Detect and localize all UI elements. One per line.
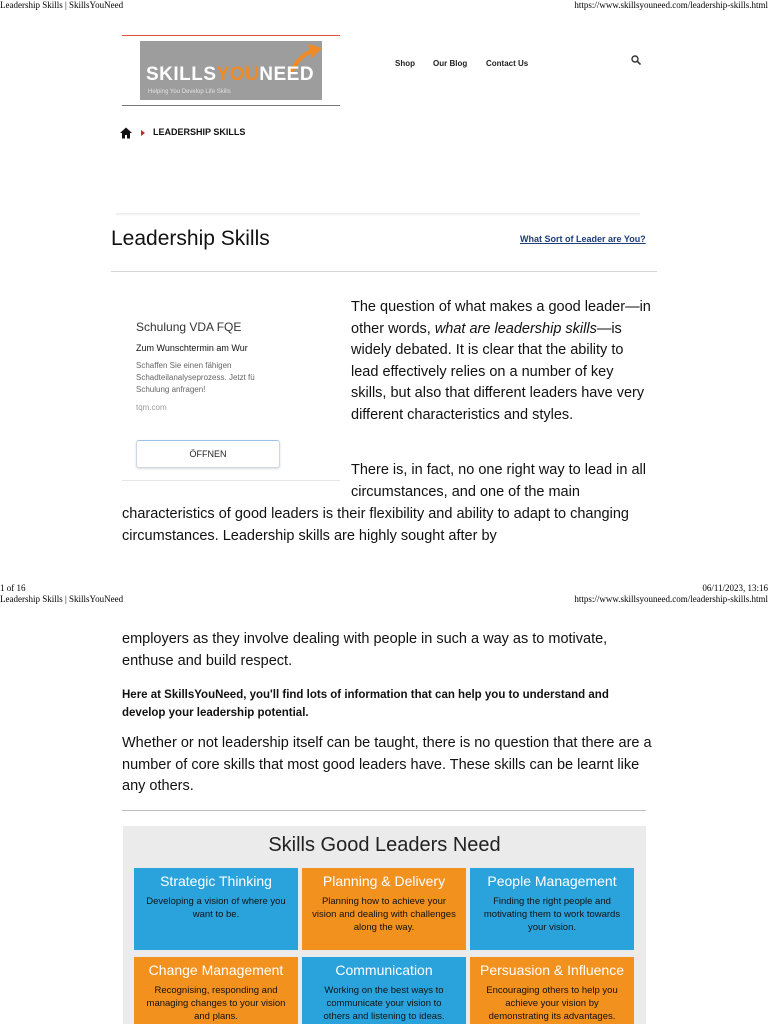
logo-you: YOU: [216, 64, 260, 85]
intro-emphasis: what are leadership skills: [434, 320, 597, 337]
home-icon[interactable]: [120, 127, 132, 139]
print-footer-datetime: 06/11/2023, 13:16: [702, 583, 768, 593]
search-icon[interactable]: [631, 55, 641, 65]
tile-title: Communication: [335, 962, 433, 978]
tile-strategic-thinking: [134, 868, 298, 950]
logo-top-rule: [122, 35, 340, 36]
logo-bottom-rule: [122, 105, 340, 106]
paragraph-3: employers as they involve dealing with people in such a way as to motivate, enthuse and build respect.: [122, 631, 608, 669]
tile-desc: Developing a vision of where you want to be.: [146, 896, 286, 920]
print-header-title: Leadership Skills | SkillsYouNeed: [0, 0, 124, 10]
tile-title: Change Management: [148, 962, 284, 978]
tile-desc: Finding the right people and motivating them to work towards your vision.: [483, 896, 621, 933]
intro-text-a: The question of what makes a good leader—in other words,: [351, 299, 651, 337]
tile-change-management: [134, 957, 298, 1024]
breadcrumb-chevron-icon: [140, 129, 146, 137]
ad-subtitle: Zum Wunschtermin am Wur: [136, 343, 248, 353]
content-divider: [122, 810, 646, 811]
logo-skills: SKILLS: [146, 64, 217, 85]
intro-text-b: —is widely debated. It is clear that the ability to lead effectively relies on a number of key skills, but also that different leaders have very different characteristics and styles.: [351, 320, 645, 423]
logo-wordmark: [146, 64, 314, 86]
paragraph-2-start: There is, in fact, no one right way to lead in all circumstances, and one of the main: [351, 462, 646, 500]
print-header-title-p2: Leadership Skills | SkillsYouNeed: [0, 594, 124, 604]
paragraph-2-continued: characteristics of good leaders is their flexibility and ability to adapt to changing circumstances. Leadership skills are highly sought after by: [122, 506, 629, 544]
tile-title: Persuasion & Influence: [480, 962, 624, 978]
ad-body: Schaffen Sie einen fähigen Schadteilanalyseprozess. Jetzt fü Schulung anfragen!: [136, 361, 255, 394]
nav-shop[interactable]: [395, 53, 415, 71]
highlight-paragraph: Here at SkillsYouNeed, you'll find lots of information that can help you to understand and develop your leadership potential.: [122, 689, 609, 719]
header-divider-shadow: [116, 213, 640, 216]
tile-title: Strategic Thinking: [160, 873, 272, 889]
tile-desc: Working on the best ways to communicate your vision to others and listening to ideas.: [323, 985, 445, 1022]
nav-blog-link[interactable]: Our Blog: [433, 59, 468, 68]
tile-title: Planning & Delivery: [322, 873, 446, 889]
tile-planning-delivery: [302, 868, 466, 950]
infographic-title: Skills Good Leaders Need: [268, 834, 501, 856]
paragraph-4: Whether or not leadership itself can be taught, there is no question that there are a number of core skills that most good leaders have. These skills can be learnt like any others.: [122, 735, 652, 794]
logo-tagline: Helping You Develop Life Skills: [148, 89, 231, 95]
print-footer-page: 1 of 16: [0, 583, 26, 593]
nav-contact-link[interactable]: Contact Us: [486, 59, 529, 68]
skills-infographic: [123, 826, 646, 1024]
ad-title: Schulung VDA FQE: [136, 320, 242, 334]
tile-persuasion-influence: [470, 957, 634, 1024]
nav-blog[interactable]: [433, 53, 467, 71]
print-header-url: https://www.skillsyouneed.com/leadership-skills.html: [574, 0, 768, 10]
tile-desc: Planning how to achieve your vision and dealing with challenges along the way.: [312, 896, 456, 933]
breadcrumb-current: LEADERSHIP SKILLS: [153, 127, 246, 137]
tile-title: People Management: [487, 873, 617, 889]
logo-need: NEED: [259, 64, 315, 85]
print-header-url-p2: https://www.skillsyouneed.com/leadership-skills.html: [574, 594, 768, 604]
ad-open-button[interactable]: ÖFFNEN: [136, 440, 280, 468]
page-title: Leadership Skills: [111, 227, 270, 250]
what-sort-of-leader-link[interactable]: What Sort of Leader are You?: [520, 234, 646, 244]
ad-domain: tqm.com: [136, 403, 167, 412]
nav-shop-link[interactable]: Shop: [395, 59, 415, 68]
tile-desc: Recognising, responding and managing changes to your vision and plans.: [146, 985, 286, 1022]
advertisement[interactable]: [122, 298, 340, 481]
tile-people-management: [470, 868, 634, 950]
nav-contact[interactable]: [486, 53, 528, 71]
tile-communication: [302, 957, 466, 1024]
intro-paragraph: [351, 297, 651, 426]
title-divider: [111, 271, 657, 272]
tile-desc: Encouraging others to help you achieve your vision by demonstrating its advantages.: [486, 985, 618, 1022]
